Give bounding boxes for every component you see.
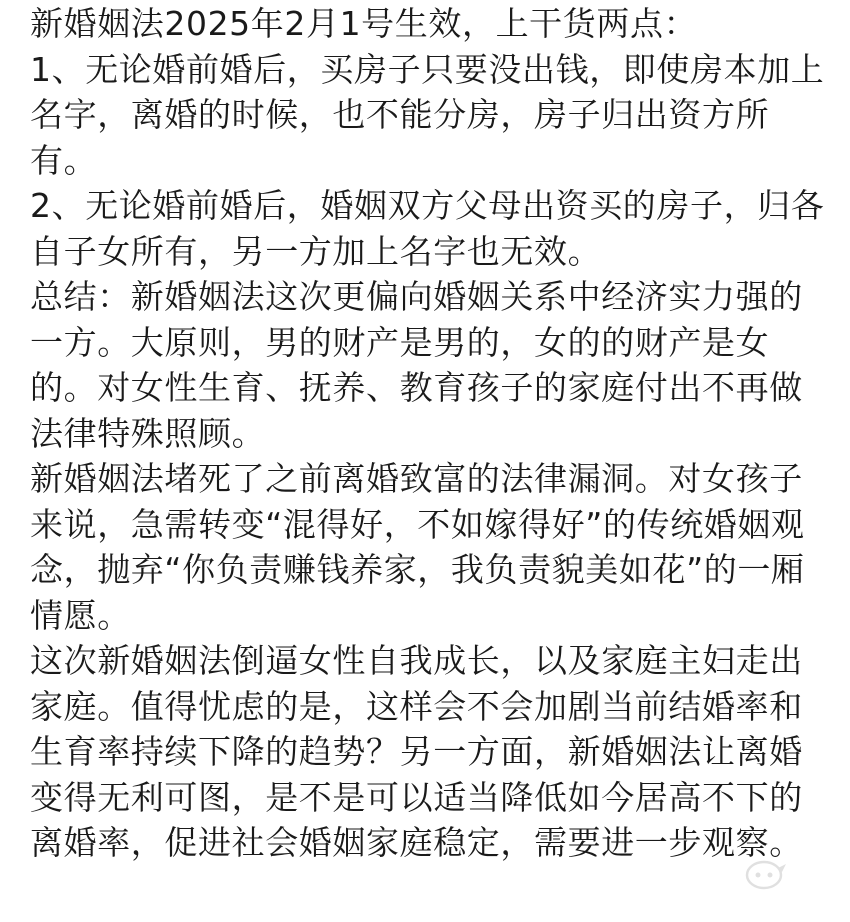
- text-line: 新婚姻法2025年2月1号生效，上干货两点：: [30, 4, 698, 43]
- text-line: 来说，急需转变“混得好，不如嫁得好”的传统婚姻观: [30, 504, 805, 544]
- text-line: 总结：新婚姻法这次更偏向婚姻关系中经济实力强的: [30, 277, 803, 316]
- text-line: 生育率持续下降的趋势？另一方面，新婚姻法让离婚: [30, 732, 803, 771]
- text-line: 2、无论婚前婚后，婚姻双方父母出资买的房子，归各: [30, 186, 825, 225]
- platform-logo-icon: [744, 858, 788, 892]
- text-line: 有。: [30, 140, 98, 180]
- text-line: 念，抛弃“你负责赚钱养家，我负责貌美如花”的一厢: [30, 550, 805, 589]
- text-line: 情愿。: [30, 595, 131, 635]
- text-line: 自子女所有，另一方加上名字也无效。: [30, 231, 602, 271]
- post-text: [30, 1, 830, 866]
- text-line: 家庭。值得忧虑的是，这样会不会加剧当前结婚率和: [30, 686, 803, 726]
- text-line: 变得无利可图，是不是可以适当降低如今居高不下的: [30, 777, 803, 817]
- text-line: 这次新婚姻法倒逼女性自我成长，以及家庭主妇走出: [30, 641, 803, 680]
- text-line: 离婚率，促进社会婚姻家庭稳定，需要进一步观察。: [30, 823, 803, 862]
- text-line: 名字，离婚的时候，也不能分房，房子归出资方所: [30, 95, 770, 134]
- text-line: 法律特殊照顾。: [30, 413, 266, 453]
- text-line: 1、无论婚前婚后，买房子只要没出钱，即使房本加上: [30, 49, 825, 89]
- text-line: 新婚姻法堵死了之前离婚致富的法律漏洞。对女孩子: [30, 459, 803, 498]
- text-line: 一方。大原则，男的财产是男的，女的的财产是女: [30, 322, 770, 362]
- text-line: 的。对女性生育、抚养、教育孩子的家庭付出不再做: [30, 368, 803, 407]
